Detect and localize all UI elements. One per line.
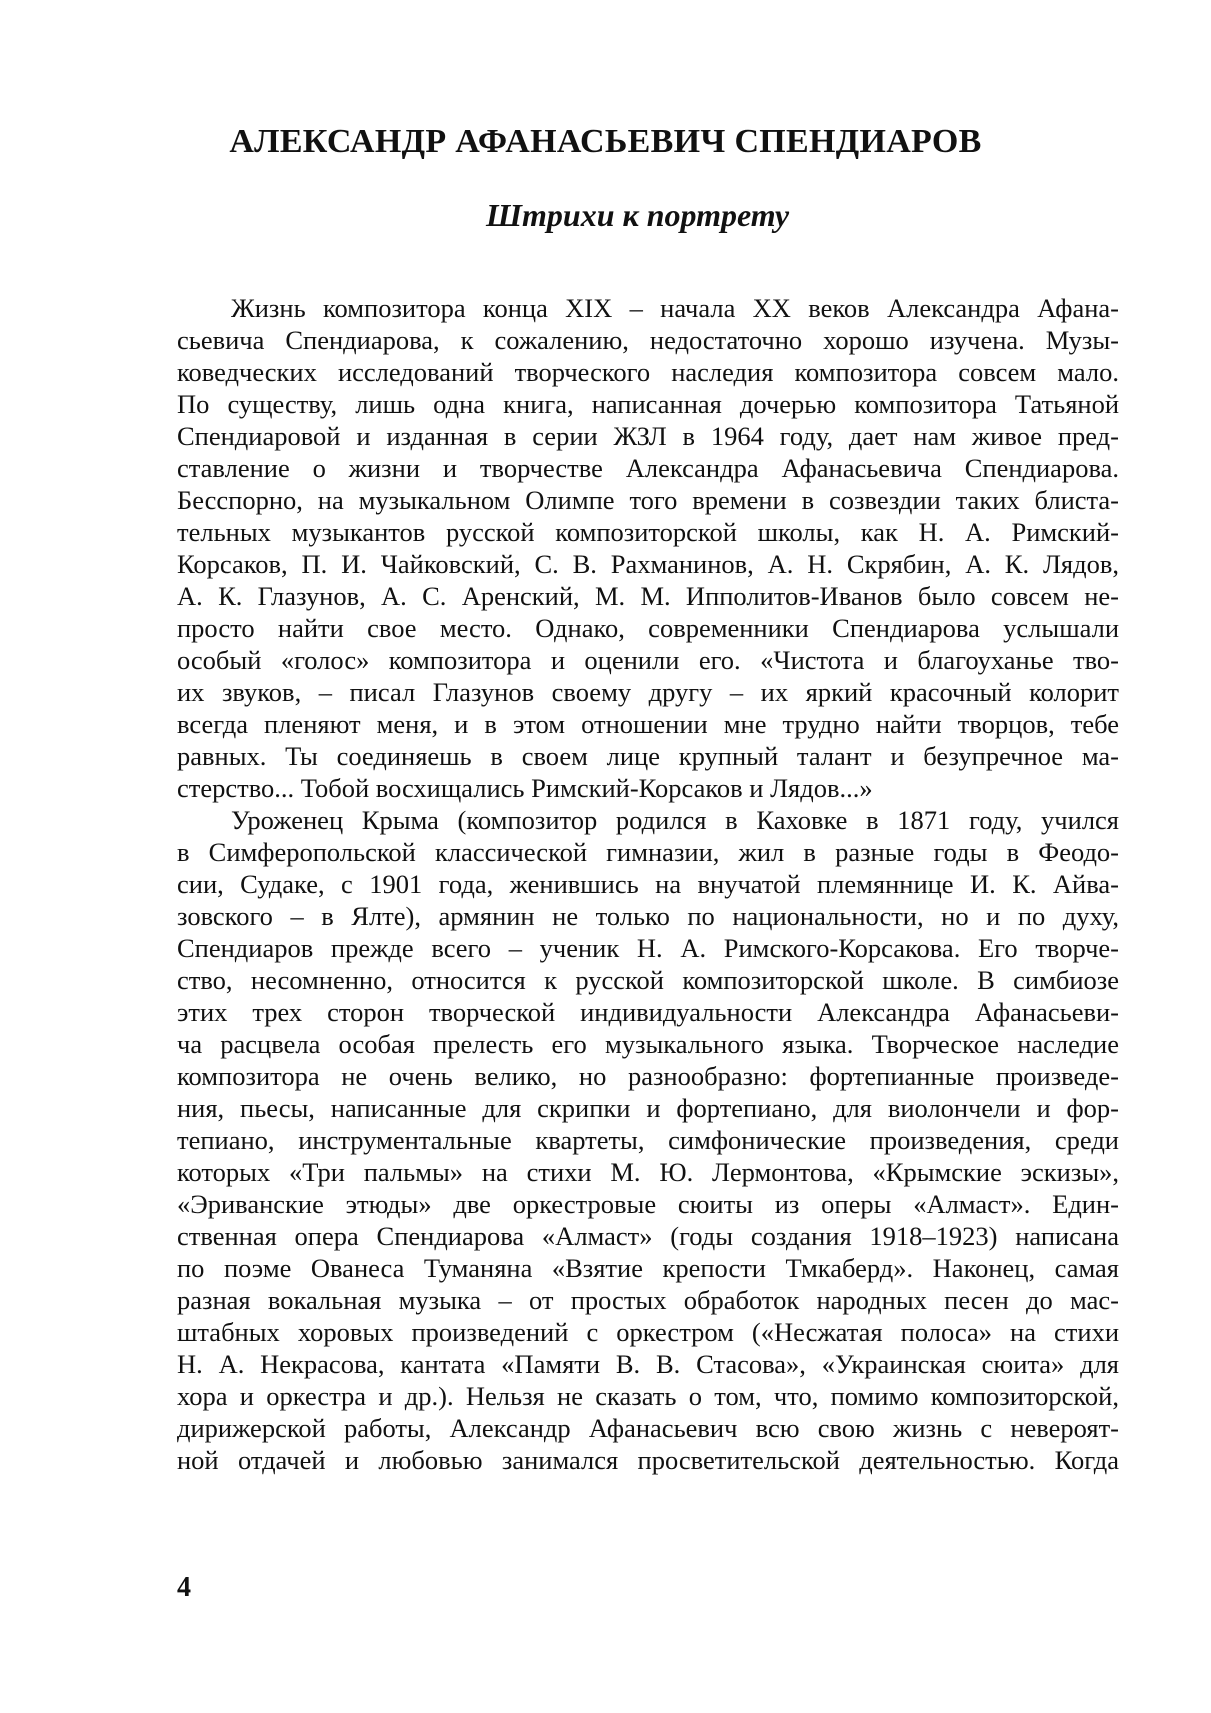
text-line: которых «Три пальмы» на стихи М. Ю. Лермонтова, «Крымские эскизы»,	[177, 1157, 1119, 1187]
page-number: 4	[177, 1572, 191, 1603]
text-line: штабных хоровых произведений с оркестром («Несжатая полоса» на стихи	[177, 1317, 1119, 1347]
text-line: сии, Судаке, с 1901 года, женившись на внучатой племяннице И. К. Айва-	[177, 869, 1119, 899]
paragraph-2	[177, 804, 1119, 1476]
text-line: этих трех сторон творческой индивидуальности Александра Афанасьеви-	[177, 997, 1119, 1027]
text-line: ставление о жизни и творчестве Александра Афанасьевича Спендиарова.	[177, 453, 1119, 483]
text-line: особый «голос» композитора и оценили его. «Чистота и благоуханье тво-	[177, 645, 1119, 675]
text-line: Спендиаров прежде всего – ученик Н. А. Римского-Корсакова. Его творче-	[177, 933, 1119, 963]
text-line: ство, несомненно, относится к русской композиторской школе. В симбиозе	[177, 965, 1119, 995]
text-line: просто найти свое место. Однако, современники Спендиарова услышали	[177, 613, 1119, 643]
text-line: дирижерской работы, Александр Афанасьевич всю свою жизнь с невероят-	[177, 1413, 1119, 1443]
text-line: хора и оркестра и др.). Нельзя не сказать о том, что, помимо композиторской,	[177, 1381, 1119, 1411]
page-subtitle: Штрихи к портрету	[486, 197, 790, 233]
text-line: Жизнь композитора конца XIX – начала XX веков Александра Афана-	[231, 293, 1119, 323]
text-line: ной отдачей и любовью занимался просветительской деятельностью. Когда	[177, 1445, 1119, 1475]
text-line: тельных музыкантов русской композиторской школы, как Н. А. Римский-	[177, 517, 1119, 547]
text-line: ния, пьесы, написанные для скрипки и фортепиано, для виолончели и фор-	[177, 1093, 1119, 1123]
text-line: А. К. Глазунов, А. С. Аренский, М. М. Ипполитов-Иванов было совсем не-	[177, 581, 1119, 611]
text-line: Н. А. Некрасова, кантата «Памяти В. В. Стасова», «Украинская сюита» для	[177, 1349, 1119, 1379]
text-line: стерство... Тобой восхищались Римский-Корсаков и Лядов...»	[177, 773, 873, 803]
text-line: разная вокальная музыка – от простых обработок народных песен до мас-	[177, 1285, 1119, 1315]
text-line: По существу, лишь одна книга, написанная дочерью композитора Татьяной	[177, 389, 1119, 419]
text-line: коведческих исследований творческого наследия композитора совсем мало.	[177, 357, 1119, 387]
text-line: по поэме Ованеса Туманяна «Взятие крепости Тмкаберд». Наконец, самая	[177, 1253, 1119, 1283]
text-line: зовского – в Ялте), армянин не только по национальности, но и по духу,	[177, 901, 1119, 931]
page-title: АЛЕКСАНДР АФАНАСЬЕВИЧ СПЕНДИАРОВ	[229, 123, 982, 160]
text-line: тепиано, инструментальные квартеты, симфонические произведения, среди	[177, 1125, 1119, 1155]
text-line: сьевича Спендиарова, к сожалению, недостаточно хорошо изучена. Музы-	[177, 325, 1119, 355]
text-line: Спендиаровой и изданная в серии ЖЗЛ в 1964 году, дает нам живое пред-	[177, 421, 1119, 451]
text-line: Бесспорно, на музыкальном Олимпе того времени в созвездии таких блиста-	[177, 485, 1119, 515]
text-line: «Эриванские этюды» две оркестровые сюиты из оперы «Алмаст». Един-	[177, 1189, 1119, 1219]
text-line: всегда пленяют меня, и в этом отношении мне трудно найти творцов, тебе	[177, 709, 1119, 739]
body-text	[177, 292, 1119, 1476]
text-line: их звуков, – писал Глазунов своему другу – их яркий красочный колорит	[177, 677, 1119, 707]
paragraph-1	[177, 292, 1119, 804]
text-line: ча расцвела особая прелесть его музыкального языка. Творческое наследие	[177, 1029, 1119, 1059]
text-line: композитора не очень велико, но разнообразно: фортепианные произведе-	[177, 1061, 1119, 1091]
text-line: Корсаков, П. И. Чайковский, С. В. Рахманинов, А. Н. Скрябин, А. К. Лядов,	[177, 549, 1119, 579]
text-line: равных. Ты соединяешь в своем лице крупный талант и безупречное ма-	[177, 741, 1119, 771]
text-line: в Симферопольской классической гимназии, жил в разные годы в Феодо-	[177, 837, 1119, 867]
text-line: ственная опера Спендиарова «Алмаст» (годы создания 1918–1923) написана	[177, 1221, 1119, 1251]
text-line: Уроженец Крыма (композитор родился в Каховке в 1871 году, учился	[231, 805, 1119, 835]
